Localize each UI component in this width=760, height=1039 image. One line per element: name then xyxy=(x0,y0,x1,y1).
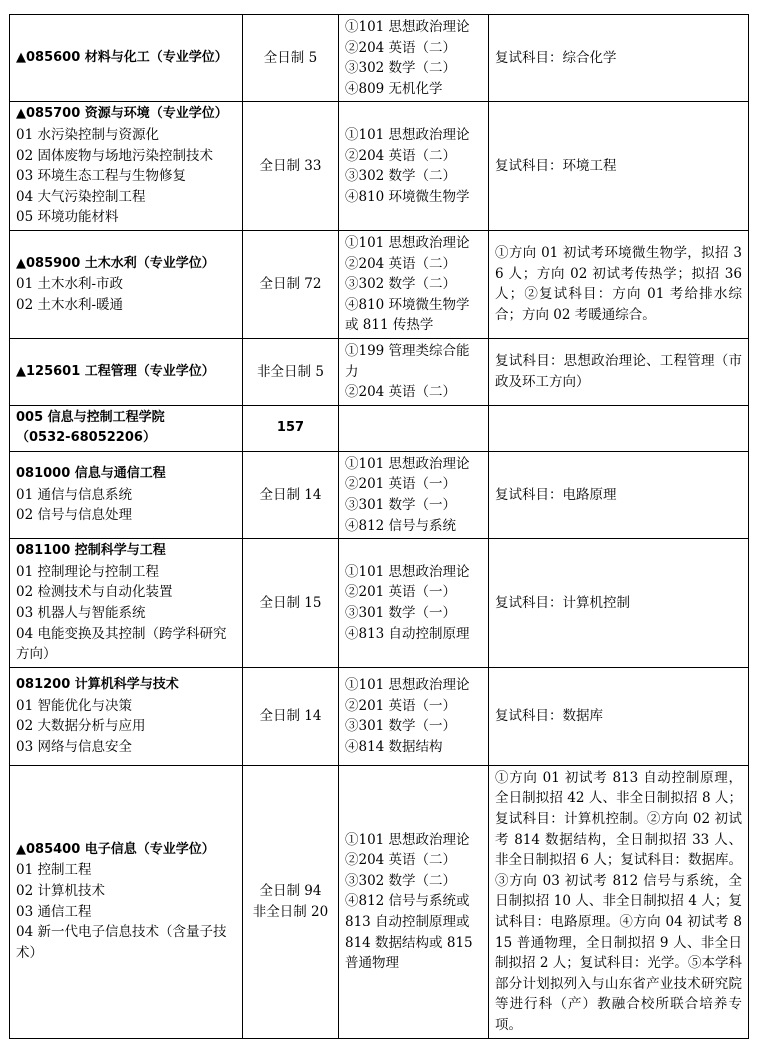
table-row xyxy=(10,667,749,765)
program-name: ▲085900 土木水利（专业学位） xyxy=(16,255,215,271)
direction-item: 02 检测技术与自动化装置 xyxy=(16,584,173,601)
program-name: ▲085600 材料与化工（专业学位） xyxy=(16,49,228,65)
direction-item: 01 智能优化与决策 xyxy=(16,697,132,714)
direction-item: 03 网络与信息安全 xyxy=(16,738,132,755)
plan-value: 非全日制 20 xyxy=(252,903,329,920)
plan-value: 全日制 72 xyxy=(259,276,322,293)
direction-item: 04 电能变换及其控制（跨学科研究方向） xyxy=(16,625,227,663)
exam-subject: ①199 管理类综合能力 xyxy=(345,342,470,380)
plan-value: 全日制 15 xyxy=(259,594,322,611)
program-phone: （0532-68052206） xyxy=(16,430,156,446)
direction-item: 03 机器人与智能系统 xyxy=(16,605,146,622)
program-name: 081100 控制科学与工程 xyxy=(16,543,166,559)
program-name: 005 信息与控制工程学院 xyxy=(16,409,165,425)
direction-item: 04 大气污染控制工程 xyxy=(16,188,146,205)
plan-cell xyxy=(243,451,339,538)
plan-value: 全日制 14 xyxy=(259,708,322,725)
remark-cell: ①方向 01 初试考 813 自动控制原理，全日制拟招 42 人、非全日制拟招 8 人；复试科目：计算机控制。②方向 02 初试考 814 数据结构，全日制拟招 33 人、非全日制拟招 6 人；复试科目：数据库。③方向 03 初试考 812 信号与系统，全日制拟招 10 人、非全日制拟招 4 人；复试科目：电路原理。④方向 04 初试考 815 普通物理，全日制拟招 9 人、非全日制拟招 2 人；复试科目：光学。⑤本学科部分计划拟列入与山东省产业技术研究院等进行科（产）教融合校所联合培养专项。 xyxy=(489,765,749,1038)
direction-item: 01 土木水利-市政 xyxy=(16,276,124,293)
program-name: 081200 计算机科学与技术 xyxy=(16,677,179,693)
exam-subject: ①101 思想政治理论 xyxy=(345,563,470,580)
plan-value: 157 xyxy=(276,419,305,435)
exam-subject: ①101 思想政治理论 xyxy=(345,126,470,143)
program-cell xyxy=(10,765,243,1038)
remark-cell: 复试科目：计算机控制 xyxy=(489,539,749,668)
program-name: 081000 信息与通信工程 xyxy=(16,466,166,482)
exam-subject: ④812 信号与系统或 813 自动控制原理或 814 数据结构或 815 普通物理 xyxy=(345,893,473,972)
exam-subject: ③302 数学（二） xyxy=(345,168,457,185)
exam-subject: ②201 英语（一） xyxy=(345,584,457,601)
exam-subject: ①101 思想政治理论 xyxy=(345,677,470,694)
plan-cell xyxy=(243,667,339,765)
plan-cell xyxy=(243,102,339,231)
table-row xyxy=(10,102,749,231)
exam-subject: ③301 数学（一） xyxy=(345,497,457,514)
exam-subject: ④813 自动控制原理 xyxy=(345,625,470,642)
exam-subject: ④810 环境微生物学 xyxy=(345,188,470,205)
plan-value: 全日制 94 xyxy=(259,883,322,900)
plan-cell xyxy=(243,765,339,1038)
table-row xyxy=(10,765,749,1038)
direction-item: 01 控制理论与控制工程 xyxy=(16,563,159,580)
exam-cell xyxy=(339,765,489,1038)
exam-cell xyxy=(339,338,489,405)
exam-subject: ③302 数学（二） xyxy=(345,872,457,889)
exam-subject: ②204 英语（二） xyxy=(345,147,457,164)
plan-cell xyxy=(243,539,339,668)
program-cell xyxy=(10,102,243,231)
program-cell xyxy=(10,230,243,338)
admissions-table xyxy=(9,14,749,1039)
remark-cell: 复试科目：综合化学 xyxy=(489,15,749,102)
table-row xyxy=(10,539,749,668)
exam-subject: ①101 思想政治理论 xyxy=(345,831,470,848)
table-row xyxy=(10,338,749,405)
remark-cell: 复试科目：数据库 xyxy=(489,667,749,765)
program-name: ▲085400 电子信息（专业学位） xyxy=(16,841,215,857)
direction-item: 01 水污染控制与资源化 xyxy=(16,126,159,143)
exam-subject: ④810 环境微生物学或 811 传热学 xyxy=(345,296,470,334)
remark-cell: 复试科目：电路原理 xyxy=(489,451,749,538)
exam-subject: ①101 思想政治理论 xyxy=(345,455,470,472)
plan-value: 全日制 14 xyxy=(259,486,322,503)
exam-subject: ③302 数学（二） xyxy=(345,276,457,293)
program-name: ▲125601 工程管理（专业学位） xyxy=(16,363,215,379)
exam-subject: ③301 数学（一） xyxy=(345,605,457,622)
exam-cell xyxy=(339,230,489,338)
remark-cell: ①方向 01 初试考环境微生物学，拟招 36 人；方向 02 初试考传热学；拟招 36 人；②复试科目：方向 01 考给排水综合；方向 02 考暖通综合。 xyxy=(489,230,749,338)
exam-subject: ②201 英语（一） xyxy=(345,476,457,493)
direction-item: 01 通信与信息系统 xyxy=(16,486,132,503)
direction-item: 01 控制工程 xyxy=(16,862,92,879)
exam-subject: ④814 数据结构 xyxy=(345,738,443,755)
exam-subject: ③301 数学（一） xyxy=(345,718,457,735)
program-cell xyxy=(10,405,243,451)
exam-subject: ②204 英语（二） xyxy=(345,384,457,401)
program-cell xyxy=(10,667,243,765)
plan-cell xyxy=(243,338,339,405)
program-cell xyxy=(10,15,243,102)
exam-subject: ①101 思想政治理论 xyxy=(345,234,470,251)
plan-value: 非全日制 5 xyxy=(257,363,324,380)
remark-cell xyxy=(489,405,749,451)
exam-subject: ④812 信号与系统 xyxy=(345,517,457,534)
plan-cell xyxy=(243,230,339,338)
program-cell xyxy=(10,539,243,668)
exam-subject: ②204 英语（二） xyxy=(345,39,457,56)
table-row xyxy=(10,451,749,538)
table-row xyxy=(10,230,749,338)
exam-cell xyxy=(339,102,489,231)
direction-item: 02 大数据分析与应用 xyxy=(16,718,146,735)
exam-subject: ①101 思想政治理论 xyxy=(345,19,470,35)
program-cell xyxy=(10,338,243,405)
remark-cell: 复试科目：思想政治理论、工程管理（市政及环工方向） xyxy=(489,338,749,405)
direction-item: 02 固体废物与场地污染控制技术 xyxy=(16,147,213,164)
direction-item: 02 计算机技术 xyxy=(16,883,105,900)
direction-item: 02 信号与信息处理 xyxy=(16,507,132,524)
direction-item: 03 通信工程 xyxy=(16,903,92,920)
exam-subject: ④809 无机化学 xyxy=(345,80,443,97)
table-row xyxy=(10,15,749,102)
table-row xyxy=(10,405,749,451)
plan-cell xyxy=(243,15,339,102)
exam-cell xyxy=(339,451,489,538)
exam-subject: ③302 数学（二） xyxy=(345,60,457,77)
direction-item: 05 环境功能材料 xyxy=(16,209,119,226)
program-name: ▲085700 资源与环境（专业学位） xyxy=(16,106,228,122)
direction-item: 04 新一代电子信息技术（含量子技术） xyxy=(16,924,227,961)
plan-value: 全日制 33 xyxy=(259,157,322,174)
exam-subject: ②201 英语（一） xyxy=(345,697,457,714)
exam-cell xyxy=(339,15,489,102)
exam-subject: ②204 英语（二） xyxy=(345,852,457,869)
plan-cell xyxy=(243,405,339,451)
direction-item: 02 土木水利-暖通 xyxy=(16,296,124,313)
plan-value: 全日制 5 xyxy=(263,49,318,66)
remark-cell: 复试科目：环境工程 xyxy=(489,102,749,231)
exam-subject: ②204 英语（二） xyxy=(345,255,457,272)
exam-cell xyxy=(339,667,489,765)
exam-cell xyxy=(339,539,489,668)
program-cell xyxy=(10,451,243,538)
direction-item: 03 环境生态工程与生物修复 xyxy=(16,168,186,185)
exam-cell xyxy=(339,405,489,451)
